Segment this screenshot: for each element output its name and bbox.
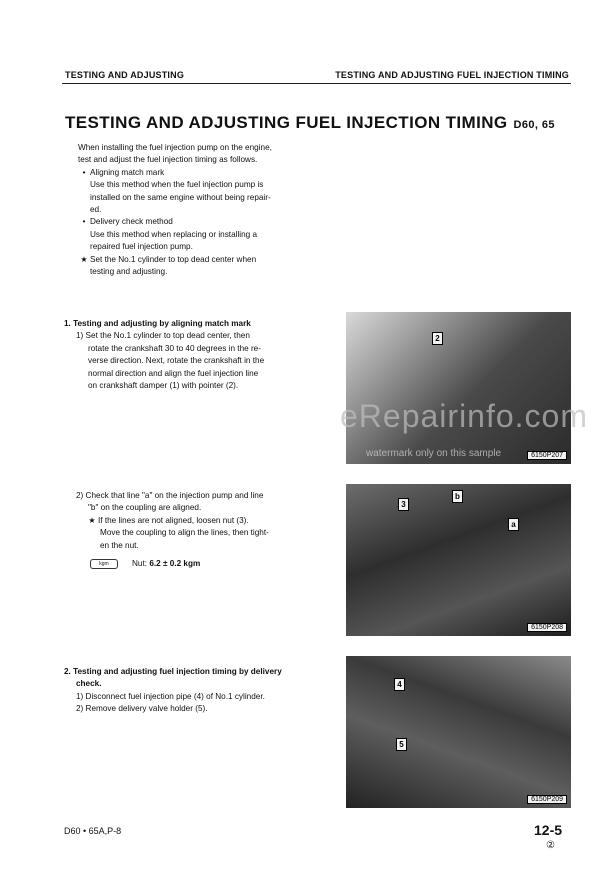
page-number: 12-5 — [534, 822, 563, 838]
bullet-icon: • — [82, 167, 86, 177]
intro-line: test and adjust the fuel injection timing as follows. — [78, 155, 258, 165]
callout-label: b — [452, 490, 463, 503]
section-1: 1. Testing and adjusting by aligning match mark 1) Set the No.1 cylinder to top dead center, then rotate the crankshaft 30 to 40 degrees in the re- verse direction. Next, rotate the crankshaft in the normal direction and align the fuel injection line on crankshaft damper (1) with pointer (2). — [64, 318, 304, 392]
torque-spec: kgm Nut: 6.2 ± 0.2 kgm — [76, 558, 306, 570]
intro-line: When installing the fuel injection pump on the engine, — [78, 143, 272, 152]
watermark: eRepairinfo.com — [340, 398, 588, 434]
bullet-icon: • — [82, 217, 86, 227]
section-1-step-2: 2) Check that line "a" on the injection pump and line "b" on the coupling are aligned. ★ If the lines are not aligned, loosen nut (3). Move the coupling to align the lines, then tight- en the nut. kgm Nut: 6.2 ± 0.2 kgm — [76, 490, 306, 570]
callout-label: 3 — [398, 498, 409, 511]
bullet-delivery: • Delivery check method — [78, 216, 308, 228]
intro-text: When installing the fuel injection pump on the engine, test and adjust the fuel injection timing as follows. • Aligning match mark Use this method when the fuel injection pump is installed on the same engine without being repair- ed. • Delivery check method Use this method when replacing or installing a repaired fuel injection pump. ★ Set the No.1 cylinder to top dead center when testing and adjusting. — [78, 142, 308, 278]
star-icon: ★ — [88, 515, 96, 525]
photo-code: 6150P209 — [527, 795, 567, 804]
star-note: ★ Set the No.1 cylinder to top dead center when — [78, 254, 308, 266]
photo-code: 6150P207 — [527, 451, 567, 460]
photo-injection-pump-coupling — [346, 484, 571, 636]
callout-label: a — [508, 518, 519, 531]
revision-mark: ② — [546, 840, 555, 851]
torque-wrench-icon: kgm — [90, 559, 118, 569]
section-2: 2. Testing and adjusting fuel injection timing by delivery check. 1) Disconnect fuel injection pipe (4) of No.1 cylinder. 2) Remove delivery valve holder (5). — [64, 667, 282, 714]
photo-delivery-valve — [346, 656, 571, 808]
model-designation: D60, 65 — [513, 119, 555, 131]
bullet-aligning: • Aligning match mark — [78, 167, 308, 179]
running-header-left: TESTING AND ADJUSTING — [65, 70, 185, 80]
star-note: ★ If the lines are not aligned, loosen nut (3). — [76, 515, 306, 527]
page-title — [65, 113, 555, 133]
footer-model: D60 • 65A,P-8 — [64, 826, 122, 836]
running-header-right: TESTING AND ADJUSTING FUEL INJECTION TIMING — [335, 70, 569, 80]
header-rule — [62, 83, 571, 84]
watermark-sub: watermark only on this sample — [366, 448, 502, 459]
photo-code: 6150P208 — [527, 623, 567, 632]
star-icon: ★ — [80, 254, 88, 264]
page-title-text: TESTING AND ADJUSTING FUEL INJECTION TIMING — [65, 113, 508, 132]
callout-label: 5 — [396, 738, 407, 751]
callout-label: 2 — [432, 332, 443, 345]
section-1-heading: 1. Testing and adjusting by aligning match mark — [64, 319, 251, 328]
callout-label: 4 — [394, 678, 405, 691]
photo-crankshaft-damper — [346, 312, 571, 464]
